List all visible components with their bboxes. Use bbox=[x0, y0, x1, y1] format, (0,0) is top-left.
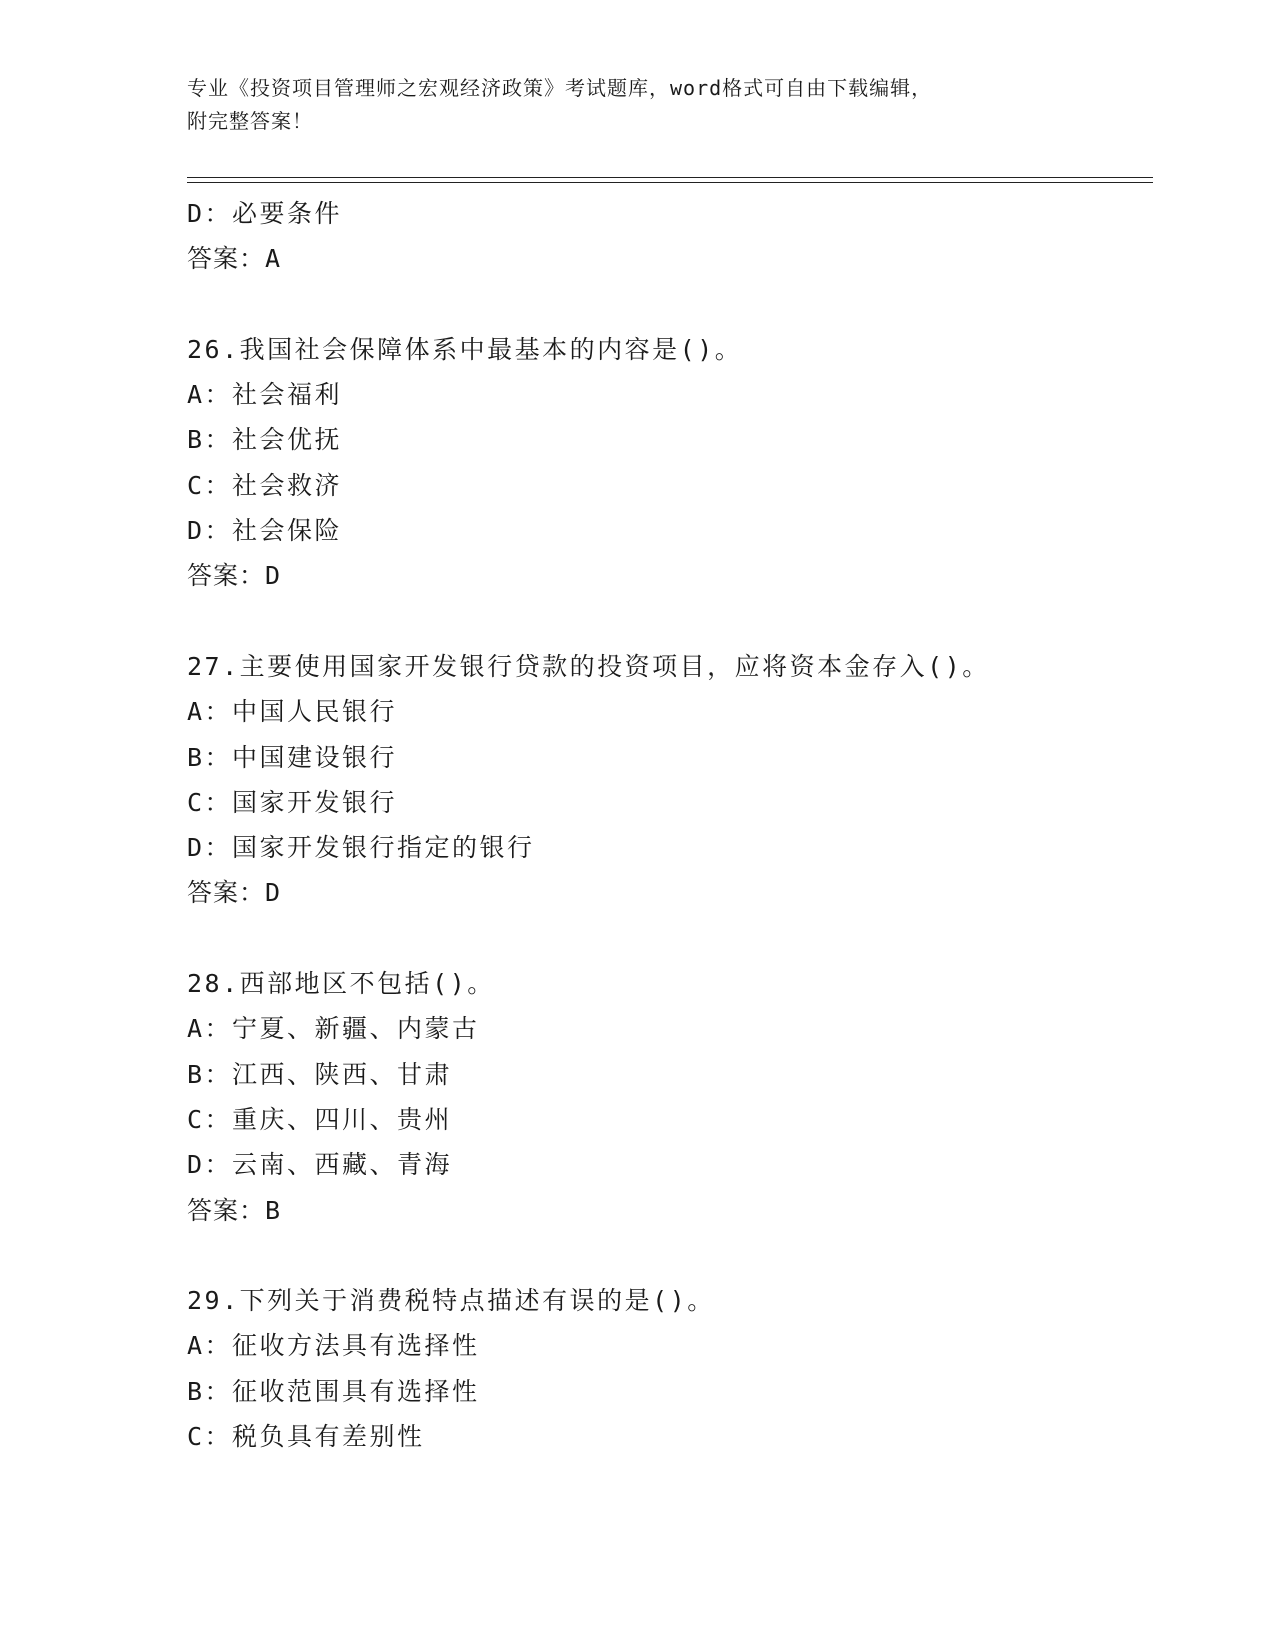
answer-text: 答案：D bbox=[187, 561, 282, 591]
option-text: D：云南、西藏、青海 bbox=[187, 1150, 453, 1180]
option-text: C：社会救济 bbox=[187, 470, 343, 500]
header-divider-top bbox=[187, 177, 1153, 178]
document-header bbox=[187, 72, 1067, 138]
option-text: C：税负具有差别性 bbox=[187, 1422, 425, 1452]
question-list bbox=[187, 191, 1153, 1459]
option-text: B：江西、陕西、甘肃 bbox=[187, 1059, 453, 1089]
header-line-1: 专业《投资项目管理师之宏观经济政策》考试题库，word格式可自由下载编辑， bbox=[187, 76, 933, 100]
option-text: A：社会福利 bbox=[187, 380, 343, 410]
question-text: 28.西部地区不包括()。 bbox=[187, 969, 495, 999]
question-text: 26.我国社会保障体系中最基本的内容是()。 bbox=[187, 334, 743, 364]
option-text: B：中国建设银行 bbox=[187, 742, 398, 772]
answer-text: 答案：D bbox=[187, 878, 282, 908]
option-text: A：宁夏、新疆、内蒙古 bbox=[187, 1014, 480, 1044]
option-text: A：中国人民银行 bbox=[187, 697, 398, 727]
option-text: B：征收范围具有选择性 bbox=[187, 1376, 480, 1406]
answer-text: 答案：B bbox=[187, 1195, 282, 1225]
option-text: A：征收方法具有选择性 bbox=[187, 1331, 480, 1361]
option-text: D：国家开发银行指定的银行 bbox=[187, 833, 535, 863]
blank-line bbox=[187, 916, 1153, 961]
blank-line bbox=[187, 282, 1153, 327]
option-text: C：国家开发银行 bbox=[187, 787, 398, 817]
header-divider-bottom bbox=[187, 182, 1153, 183]
header-line-2: 附完整答案！ bbox=[187, 109, 313, 133]
option-text: C：重庆、四川、贵州 bbox=[187, 1104, 453, 1134]
blank-line bbox=[187, 599, 1153, 644]
answer-text: 答案：A bbox=[187, 244, 282, 274]
option-text: D：必要条件 bbox=[187, 199, 343, 228]
question-text: 29.下列关于消费税特点描述有误的是()。 bbox=[187, 1286, 715, 1316]
option-text: D：社会保险 bbox=[187, 516, 343, 546]
question-text: 27.主要使用国家开发银行贷款的投资项目，应将资本金存入()。 bbox=[187, 651, 990, 681]
option-text: B：社会优抚 bbox=[187, 425, 343, 455]
blank-line bbox=[187, 1233, 1153, 1278]
